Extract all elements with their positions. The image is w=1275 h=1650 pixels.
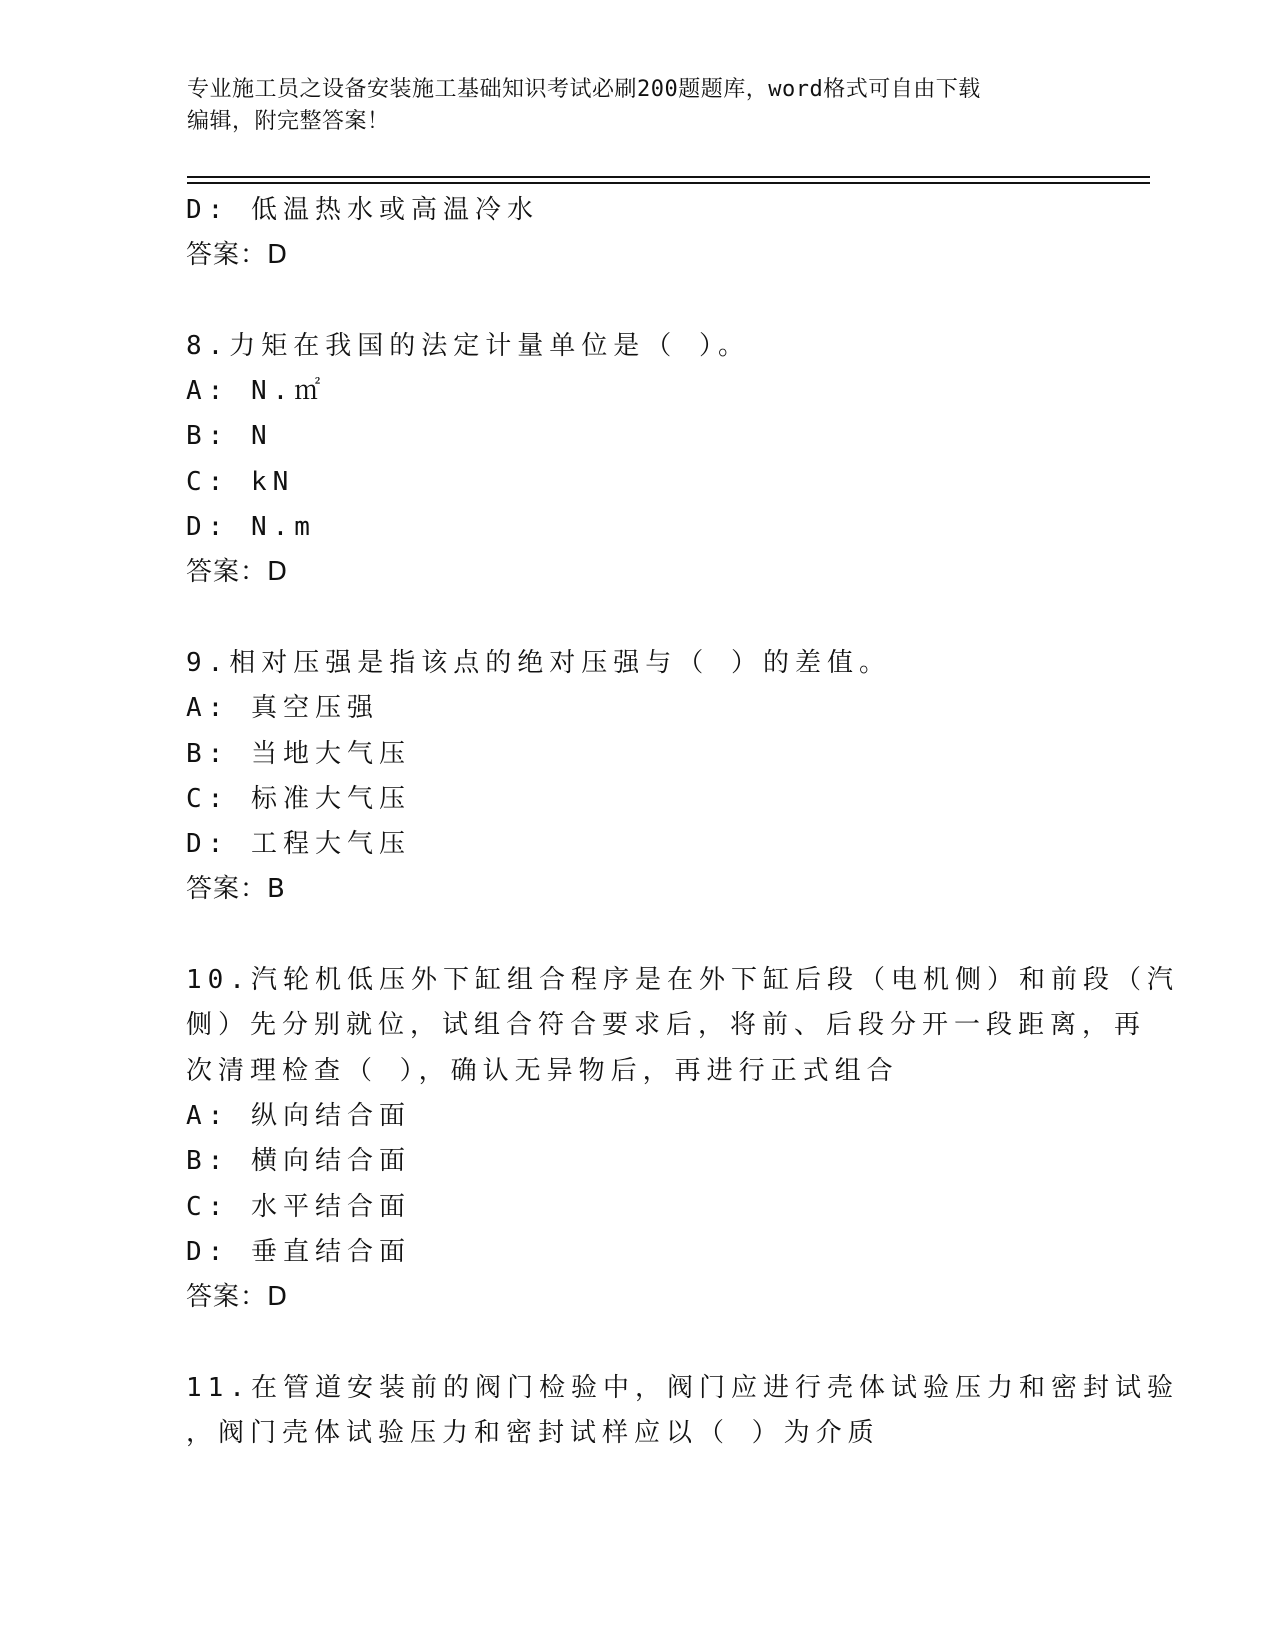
- question-stem-line-2: 侧）先分别就位，试组合符合要求后，将前、后段分开一段距离，再: [186, 1010, 1147, 1041]
- header-line-1: 专业施工员之设备安装施工基础知识考试必刷200题题库，word格式可自由下载: [187, 77, 981, 102]
- question-stem: 9.相对压强是指该点的绝对压强与（ ）的差值。: [186, 647, 891, 678]
- option-b: B: 当地大气压: [186, 738, 411, 769]
- option-a: A: 真空压强: [186, 693, 379, 724]
- question-stem-line-1: 10.汽轮机低压外下缸组合程序是在外下缸后段（电机侧）和前段（汽: [186, 965, 1179, 996]
- header-divider-bottom: [187, 182, 1150, 184]
- option-c: C: kN: [186, 466, 295, 497]
- question-list: [186, 188, 1179, 1456]
- option-d: D: 工程大气压: [186, 829, 411, 860]
- option-a: A: 纵向结合面: [186, 1100, 411, 1131]
- answer-line: 答案：D: [186, 1282, 289, 1313]
- question-8: [186, 324, 1086, 596]
- question-10: [186, 958, 1179, 1320]
- option-d: D: 垂直结合面: [186, 1236, 411, 1267]
- question-stem-line-3: 次清理检查（ ），确认无异物后，再进行正式组合: [186, 1055, 899, 1086]
- option-c: C: 标准大气压: [186, 783, 411, 814]
- question-stem-line-1: 11.在管道安装前的阀门检验中，阀门应进行壳体试验压力和密封试验: [186, 1372, 1179, 1403]
- option-d: D: 低温热水或高温冷水: [186, 195, 539, 225]
- previous-question-tail: [186, 188, 1086, 279]
- document-header: [187, 74, 1087, 138]
- question-11: [186, 1366, 1179, 1457]
- header-divider-top: [187, 176, 1150, 178]
- option-a: A: N.㎡: [186, 376, 327, 407]
- option-b: B: 横向结合面: [186, 1146, 411, 1177]
- header-line-2: 编辑，附完整答案！: [187, 109, 390, 134]
- answer-line: 答案：D: [186, 557, 289, 588]
- option-d: D: N.m: [186, 512, 316, 543]
- question-9: [186, 641, 1086, 913]
- option-b: B: N: [186, 421, 273, 452]
- answer-line: 答案：B: [186, 874, 286, 905]
- question-stem: 8.力矩在我国的法定计量单位是（ ）。: [186, 330, 750, 361]
- question-stem-line-2: ，阀门壳体试验压力和密封试样应以（ ）为介质: [186, 1418, 880, 1449]
- answer-line: 答案：D: [186, 240, 289, 271]
- option-c: C: 水平结合面: [186, 1191, 411, 1222]
